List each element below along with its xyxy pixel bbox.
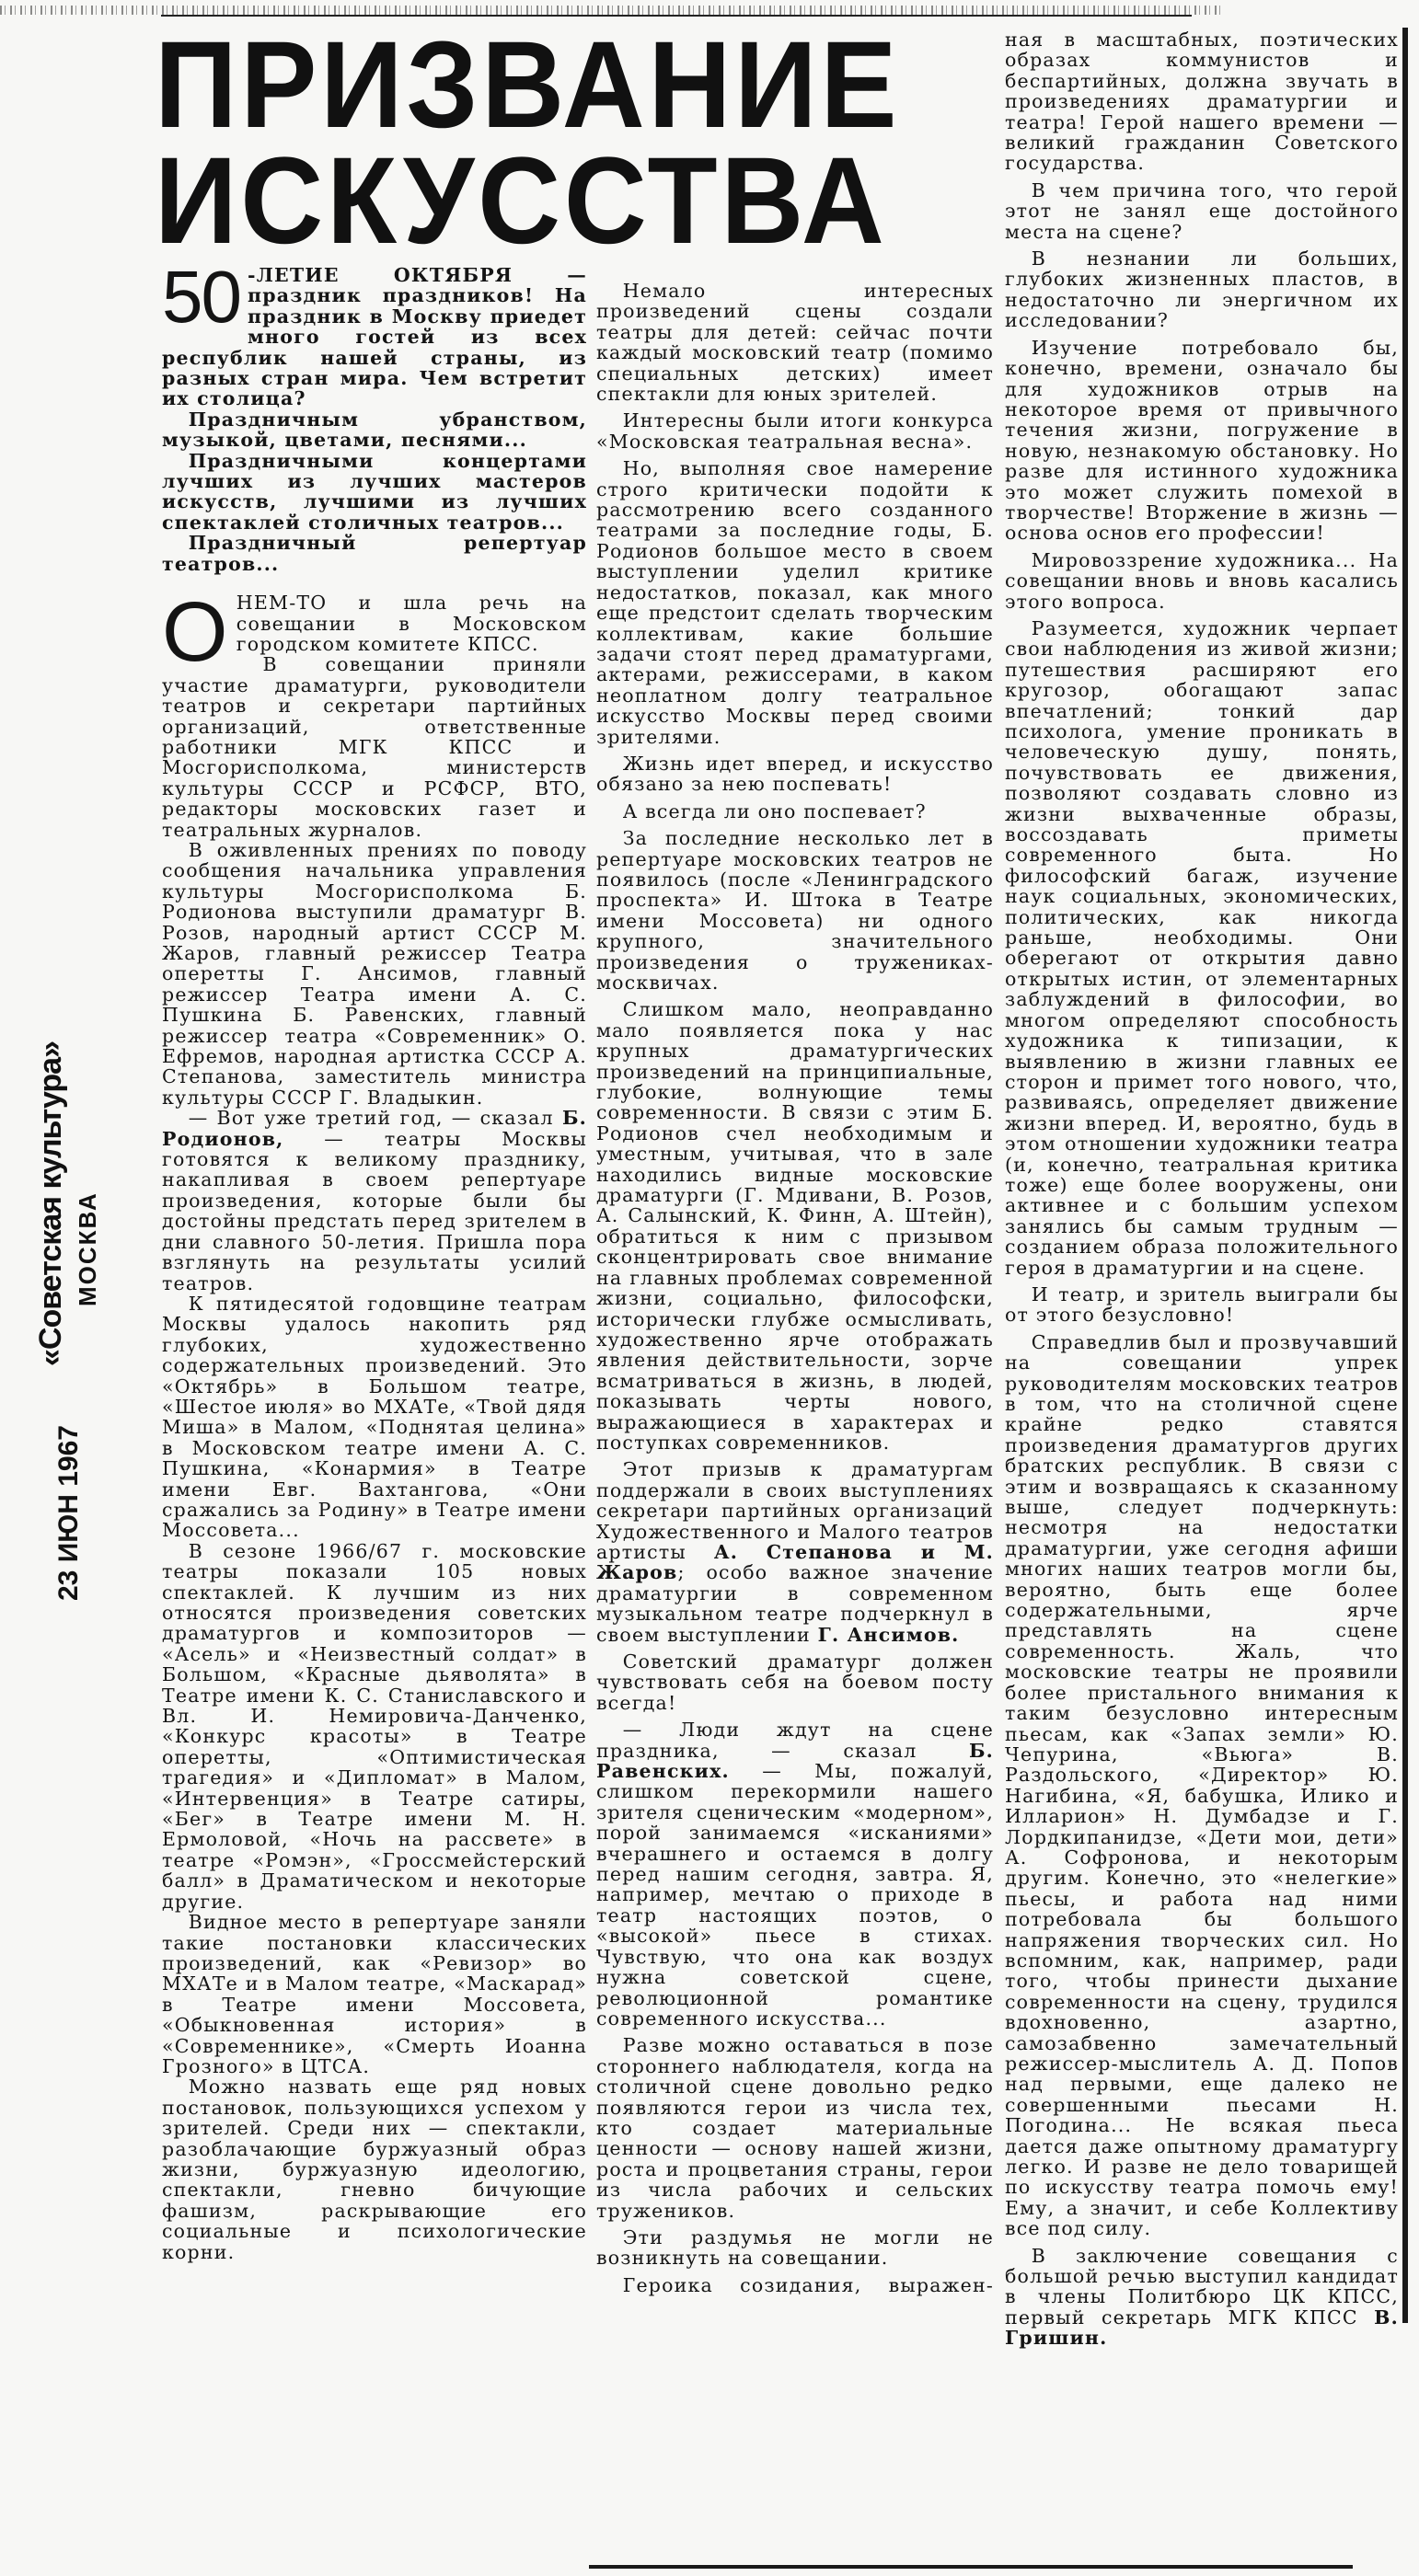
text-run: Интересны были итоги конкурса «Московская театральная весна». xyxy=(596,409,994,453)
text-run: — Вот уже третий год, — сказал xyxy=(188,1107,562,1130)
text-run: — Мы, пожалуй, слишком перекормили нашего зрителя сценическим «модерном», порой занимаемся «исканиями» вчерашнего и остаемся в долгу перед нашим сегодня, завтра. Я, например, мечтаю о приходе в театр настоящих поэтов, о «высокой» пьесе в стихах. Чувствую, что она как воздух нужна советской сцене, революционной романтике современного искусства... xyxy=(596,1760,994,2030)
text-run: А всегда ли оно поспевает? xyxy=(622,799,927,822)
text-run: К пятидесятой годовщине театрам Москвы удалось накопить ряд глубоких, художественно содержательных произведений. Это «Октябрь» в Большом театре, «Шестое июля» во МХАТе, «Твой дядя Миша» в Малом, «Поднятая целина» в Московском театре имени А. С. Пушкина, «Конармия» в Театре имени Евг. Вахтангова, «Они сражались за Родину» в Театре имени Моссовета... xyxy=(162,1292,587,1542)
paragraph xyxy=(1005,2246,1399,2349)
text-run: ная в масштабных, поэтических образах коммунистов и беспартийных, должна звучать в произведениях драматургии и театра! Герой нашего времени — великий гражданин Советского государства. xyxy=(1005,29,1399,175)
paragraph xyxy=(596,281,994,404)
text-run: Жизнь идет вперед, и искусство обязано за нею поспевать! xyxy=(596,752,994,796)
clipping-torn-edge xyxy=(0,6,1224,15)
headline-line-2: ИСКУССТВА xyxy=(155,132,888,270)
article-lead xyxy=(162,256,587,575)
paragraph xyxy=(1005,248,1399,331)
text-run: Слишком мало, неоправданно мало появляется пока у нас крупных драматургических произведений на принципиальные, глубокие, волнующие темы современности. В связи с этим Б. Родионов счел необходимым и уместным, учитывая, что в зале находились видные московские драматурги (Г. Мдивани, В. Розов, А. Салынский, К. Финн, А. Штейн), обратиться к ним с призывом сконцентрировать свое внимание на главных проблемах современной жизни, социально, философски, исторически глубже осмысливать, художественно ярче отображать явления действительности, зорче всматриваться в жизнь, в людей, показывать черты нового, выражающиеся в характерах и поступках современников. xyxy=(596,998,994,1454)
paragraph xyxy=(596,458,994,747)
date-stamp: 23 ИЮН 1967 xyxy=(53,1425,84,1601)
text-run: Видное место в репертуаре заняли такие постановки классических произведений, как «Ревизор» во МХАТе и в Малом театре, «Маскарад» в Театре имени Моссовета, «Обыкновенная история» в «Современнике», «Смерть Иоанна Грозного» в ЦТСА. xyxy=(162,1911,587,2077)
text-run: — театры Москвы готовятся к великому празднику, накапливая в своем репертуаре произведения, которые были бы достойны предстать перед зрителем в дни славного 50-летия. Пришла пора взглянуть на результаты усилий театров. xyxy=(162,1127,587,1294)
headline-line-1: ПРИЗВАНИЕ xyxy=(155,17,901,154)
text-run: Праздничный репертуар театров... xyxy=(162,532,587,575)
bold-name: В. Гришин. xyxy=(1005,2306,1399,2350)
article-headline xyxy=(155,17,983,270)
text-run: -ЛЕТИЕ ОКТЯБРЯ — праздник праздников! На праздник в Москву приедет много гостей из всех республик нашей страны, из разных стран мира. Чем встретит их столица? xyxy=(162,264,587,410)
text-run: Героика созидания, выражен- xyxy=(622,2273,994,2296)
paragraph xyxy=(1005,618,1399,1278)
text-run: В незнании ли больших, глубоких жизненных пластов, в недостаточно ли энергичном их исследовании? xyxy=(1005,247,1399,332)
text-run: Но, выполняя свое намерение строго критически подойти к рассмотрению всего созданного театрами за последние годы, Б. Родионов большое место в своем выступлении уделил критике недостатков, показал, как много еще предстоит сделать творческим коллективам, какие большие задачи стоят перед драматургами, актерами, режиссерами, в каком неоплатном долгу театральное искусство Москвы перед своими зрителями. xyxy=(596,457,994,748)
column-rule-bottom xyxy=(589,2565,1353,2569)
text-run: В оживленных прениях по поводу сообщения начальника управления культуры Мосгорисполкома Б. Родионова выступили драматург В. Розов, народный артист СССР М. Жаров, главный режиссер Театра оперетты Г. Ансимов, главный режиссер Театра имени А. С. Пушкина Б. Равенских, главный режиссер театра «Современник» О. Ефремов, народная артистка СССР А. Степанова, заместитель министра культуры СССР Г. Владыкин. xyxy=(162,838,587,1109)
text-run: Советский драматург должен чувствовать себя на боевом посту всегда! xyxy=(596,1650,994,1714)
paragraph xyxy=(1005,550,1399,612)
paragraph xyxy=(162,1108,587,1294)
bold-name: А. Степанова и М. Жаров xyxy=(596,1540,995,1584)
paragraph xyxy=(162,585,587,680)
paragraph xyxy=(162,409,587,451)
paragraph xyxy=(596,410,994,452)
paragraph xyxy=(162,256,587,410)
paragraph xyxy=(596,1651,994,1713)
paragraph xyxy=(596,999,994,1453)
text-run: НЕМ-ТО и шла речь на совещании в Московском городском комитете КПСС. xyxy=(236,592,587,655)
paragraph xyxy=(596,828,994,993)
text-run: В чем причина того, что герой этот не занял еще достойного места на сцене? xyxy=(1005,178,1399,243)
column-1-body xyxy=(162,585,587,2263)
text-run: ; особо важное значение драматургии в современном музыкальном театре подчеркнул в своем выступлении xyxy=(596,1561,994,1646)
article-column-3 xyxy=(1005,29,1399,2349)
text-run: Разумеется, художник черпает свои наблюдения из живой жизни; путешествия расширяют его кругозор, обогащают запас впечатлений; тонкий дар психолога, умение проникать в человеческую душу, понять, почувствовать ее движения, позволяют создавать словно из жизни выхваченные образы, воссоздавать приметы современного быта. Но философский багаж, изучение наук социальных, экономических, политических, как никогда раньше, необходимы. Они оберегают от открытия давно открытых истин, от элементарных заблуждений в философии, во многом определяют способность художника к типизации, к выявлению в жизни главных ее сторон и примет того нового, что, развиваясь, определяет движение жизни вперед. И, вероятно, будь в этом отношении художники театра (и, конечно, театральная критика тоже) еще более вооружены, они активнее и с большим успехом занялись бы самым трудным — созданием образа положительного героя в драматургии и на сцене. xyxy=(1005,616,1399,1279)
paragraph xyxy=(596,2227,994,2269)
text-run: Немало интересных произведений сцены создали театры для детей: сейчас почти каждый московский театр (помимо специальных детских) имеет спектакли для юных зрителей. xyxy=(596,280,994,406)
bold-name: Б. Равенских. xyxy=(596,1739,994,1783)
text-run: Праздничным убранством, музыкой, цветами, песнями... xyxy=(162,408,587,452)
paragraph xyxy=(1005,338,1399,544)
text-run: В заключение совещания с большой речью выступил кандидат в члены Политбюро ЦК КПСС, первый секретарь МГК КПСС xyxy=(1005,2244,1399,2329)
text-run: Мировоззрение художника... На совещании вновь и вновь касались этого вопроса. xyxy=(1005,548,1399,613)
bold-name: Б. Родионов, xyxy=(162,1107,587,1150)
paragraph xyxy=(162,1294,587,1541)
paragraph xyxy=(596,801,994,822)
text-run: Этот призыв к драматургам поддержали в своих выступлениях секретари партийных организаций Художественного и Малого театров артисты xyxy=(596,1458,994,1563)
drop-cap: О xyxy=(162,585,229,680)
paragraph xyxy=(162,533,587,574)
bold-name: Г. Ансимов. xyxy=(817,1623,960,1646)
paragraph xyxy=(596,753,994,795)
article-column-1 xyxy=(162,256,587,2263)
paragraph xyxy=(162,840,587,1108)
paragraph xyxy=(162,1912,587,2076)
paragraph xyxy=(596,1719,994,2029)
city-stamp: МОСКВА xyxy=(74,1191,101,1306)
paragraph xyxy=(162,654,587,840)
text-run: Изучение потребовало бы, конечно, времени, означало бы для художников отрыв на некоторое время от привычного течения жизни, погружение в новую, незнакомую обстановку. Но разве для истинного художника это может служить помехой в творчестве! Вторжение в жизнь — основа основ его профессии! xyxy=(1005,336,1399,545)
text-run: Можно назвать еще ряд новых постановок, пользующихся успехом у зрителей. Среди них — спектакли, разоблачающие буржуазный образ жизни, буржуазную идеологию, спектакли, гневно бичующие фашизм, раскрывающие его социальные и психологические корни. xyxy=(162,2076,587,2263)
text-run: Справедлив был и прозвучавший на совещании упрек руководителям московских театров в том, что на столичной сцене крайне редко ставятся произведения драматургов других братских республик. В связи с этим и возвращаясь к сказанному выше, следует подчеркнуть: несмотря на недостатки драматургии, уже сегодня афиши многих наших театров могли бы, вероятно, быть еще более содержательными, ярче представлять на сцене современность. Жаль, что московские театры не проявили более пристального внимания к таким безусловно интересным пьесам, как «Запах земли» Ю. Чепурина, «Вьюга» В. Раздольского, «Директор» Ю. Нагибина, «Я, бабушка, Илико и Илларион» Н. Думбадзе и Г. Лордкипанидзе, «Дети мои, дети» А. Софронова, и некоторым другим. Конечно, это «нелегкие» пьесы, и работа над ними потребовала бы большого напряжения творческих сил. Но вспомним, как, например, ради того, чтобы принести дыхание современности на сцену, трудился вдохновенно, азартно, самозабвенно замечательный режиссер-мыслитель А. Д. Попов над первыми, еще далеко не совершенными пьесами Н. Погодина... Не всякая пьеса дается даже опытному драматургу легко. И разве не дело товарищей по искусству театра помочь ему! Ему, а значит, и себе Коллективу все под силу. xyxy=(1005,1330,1399,2240)
paragraph xyxy=(162,1541,587,1912)
column-rule-vertical xyxy=(1402,28,1408,2323)
publication-stamp: «Советская культура» xyxy=(33,1041,68,1366)
text-run: И театр, и зритель выиграли бы от этого безусловно! xyxy=(1005,1282,1399,1327)
text-run: Праздничными концертами лучших из лучших мастеров искусств, лучшими из лучших спектаклей столичных театров... xyxy=(162,449,587,534)
drop-cap: 50 xyxy=(162,256,240,338)
paragraph xyxy=(596,1459,994,1645)
paragraph xyxy=(596,2275,994,2295)
paragraph xyxy=(1005,180,1399,242)
paragraph xyxy=(596,2035,994,2221)
text-run: За последние несколько лет в репертуаре московских театров не появилось (после «Ленинградского проспекта» И. Штока в Театре имени Моссовета) ни одного крупного, значительного произведения о тружениках-москвичах. xyxy=(596,827,994,994)
paragraph xyxy=(1005,1332,1399,2239)
paragraph xyxy=(162,451,587,534)
text-run: Разве можно оставаться в позе стороннего наблюдателя, когда на столичной сцене довольно редко появляются герои из числа тех, кто создает материальные ценности — основу нашей жизни, роста и процветания страны, герои из числа рабочих и сельских тружеников. xyxy=(596,2034,994,2222)
paragraph xyxy=(1005,1284,1399,1326)
text-run: В сезоне 1966/67 г. московские театры показали 105 новых спектаклей. К лучшим из них относятся произведения советских драматургов и композиторов — «Асель» и «Неизвестный солдат» в Большом, «Красные дьяволята» в Театре имени К. С. Станиславского и Вл. И. Немировича-Данченко, «Конкурс красоты» в Театре оперетты, «Оптимистическая трагедия» и «Дипломат» в Малом, «Интервенция» в Театре сатиры, «Бег» в Театре имени М. Н. Ермоловой, «Ночь на рассвете» в театре «Ромэн», «Гроссмейстерский балл» в Драматическом и некоторые другие. xyxy=(162,1539,587,1913)
text-run: Эти раздумья не могли не возникнуть на совещании. xyxy=(596,2225,994,2270)
text-run: — Люди ждут на сцене праздника, — сказал xyxy=(596,1719,994,1762)
paragraph xyxy=(1005,29,1399,174)
text-run: В совещании приняли участие драматурги, руководители театров и секретари партийных организаций, ответственные работники МГК КПСС и Мосгорисполкома, министерств культуры СССР и РСФСР, ВТО, редакторы московских газет и театральных журналов. xyxy=(162,653,587,841)
paragraph xyxy=(162,2076,587,2262)
article-column-2 xyxy=(596,274,994,2295)
